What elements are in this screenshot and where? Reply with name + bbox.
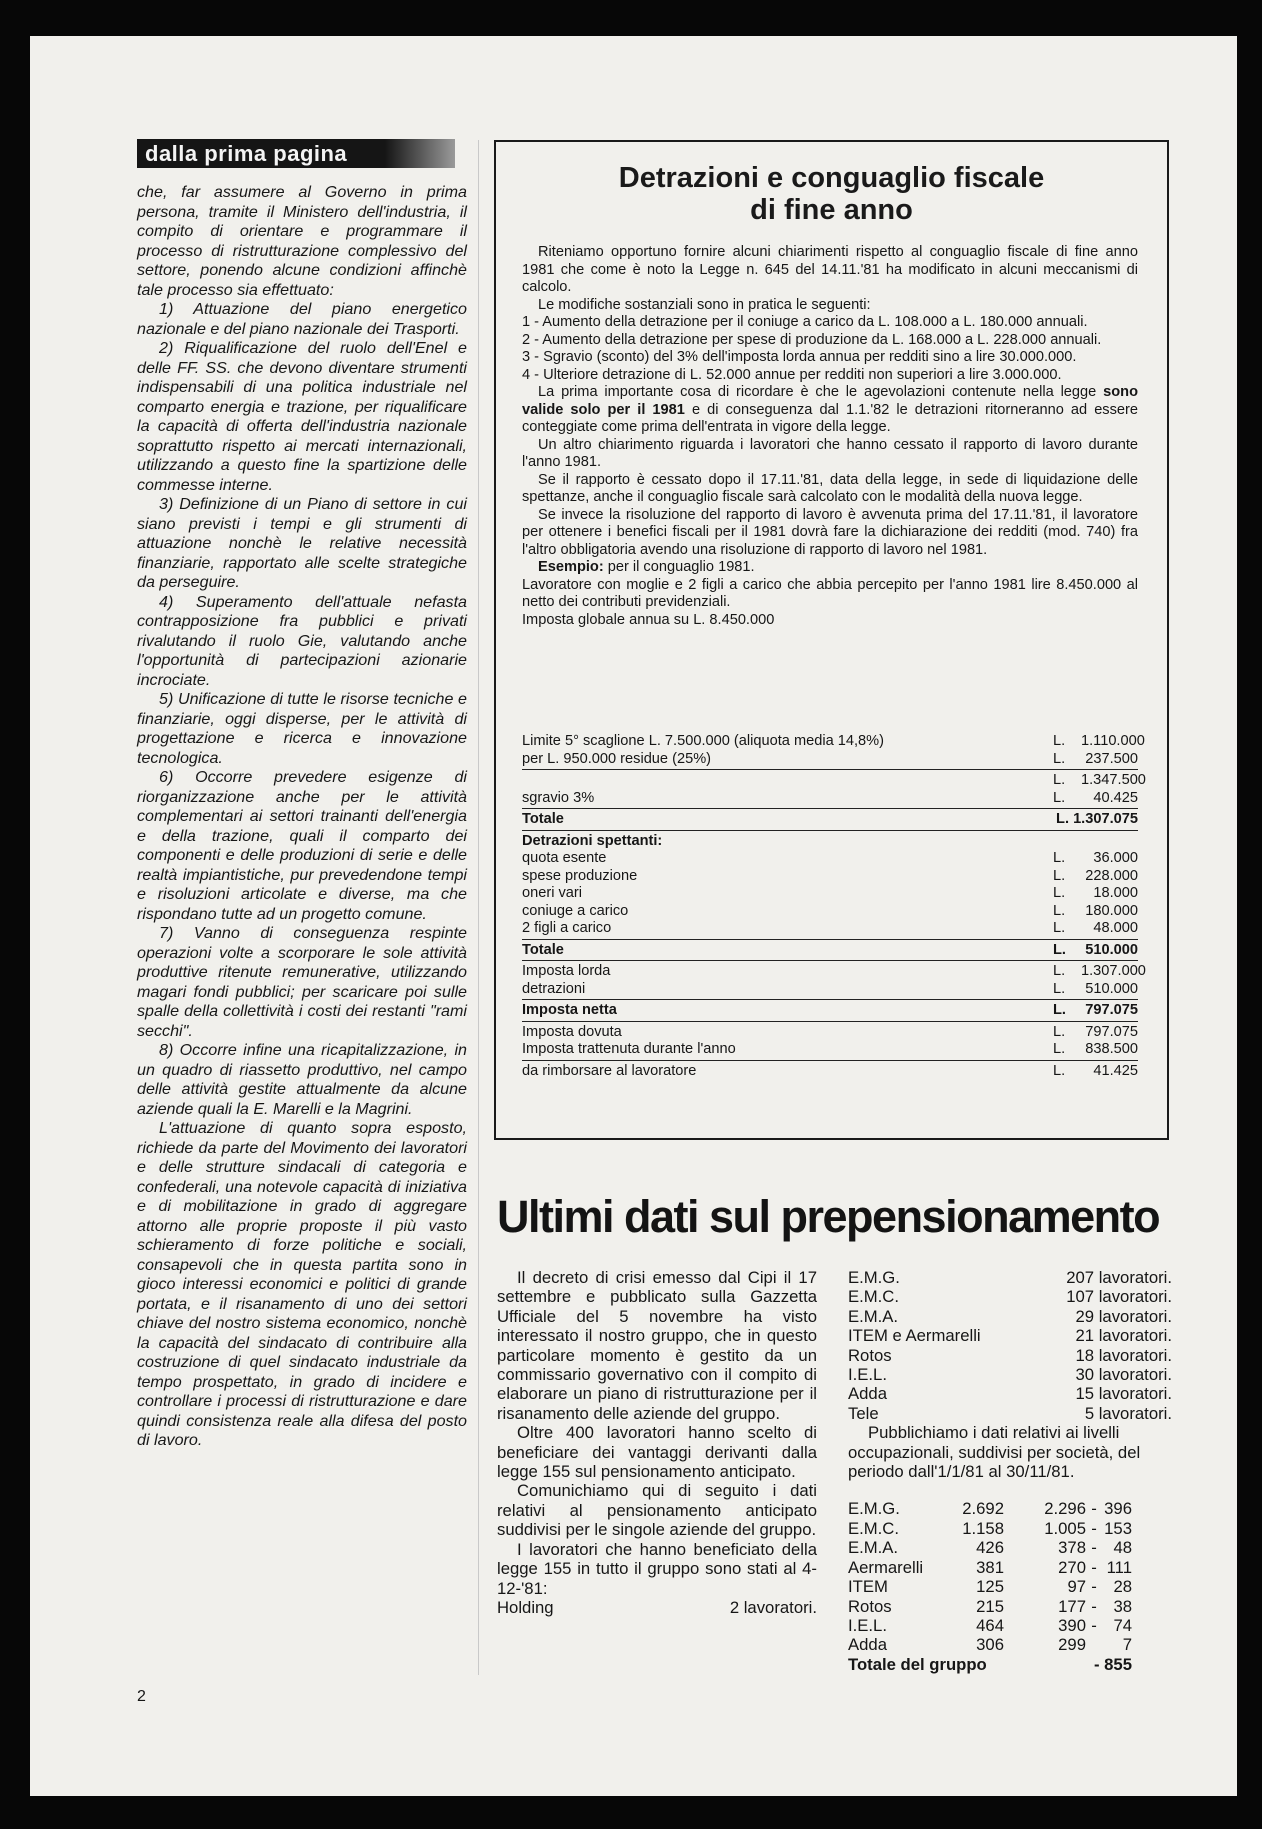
table-cell: E.M.G. (848, 1499, 900, 1519)
table-cell: 1.005 (1044, 1518, 1086, 1538)
table-cell: 390 (1058, 1615, 1086, 1635)
row-label: Imposta lorda (522, 963, 611, 979)
calc-row (522, 751, 1138, 769)
rule (522, 808, 1138, 809)
item-value: 207 lavoratori. (1066, 1268, 1172, 1287)
calc-row (522, 963, 1146, 981)
row-label: sgravio 3% (522, 789, 595, 806)
rule (522, 939, 1138, 940)
table-row (848, 1499, 1172, 1518)
table-row (848, 1597, 1172, 1616)
table-cell: 426 (976, 1538, 1004, 1558)
table-cell: - (1091, 1499, 1097, 1519)
row-value: 41.425 (1093, 1062, 1138, 1079)
text-run: per il conguaglio 1981. (603, 559, 755, 575)
table-cell: Totale del gruppo (848, 1654, 987, 1674)
section-banner (137, 139, 455, 168)
banner-label: dalla prima pagina (145, 141, 348, 166)
paragraph: 6) Occorre prevedere esigenze di riorganizzazione anche per le attività complementari ai settori trainanti dell'energia e della trazione, quali il comparto dei componenti e delle produzioni di serie e delle realtà impiantistiche, pur prevedendone tempi e risoluzioni articolate e diverse, ma che rispondano tutte ad un progetto comune. (137, 768, 467, 923)
currency: L. (1053, 733, 1066, 749)
item-label: I.E.L. (848, 1365, 887, 1385)
table-cell: 378 (1058, 1538, 1086, 1558)
paragraph: Se invece la risoluzione del rapporto di lavoro è avvenuta prima del 17.11.'81, il lavoratore per ottenere i benefici fiscali per il 1981 dovrà fare la dichiarazione dei redditi (mod. 740) fra l'altro obbligatoria avendo una risoluzione di rapporto di lavoro nel 1981. (522, 506, 1138, 558)
table-total-row (848, 1655, 1172, 1674)
item-label: ITEM e Aermarelli (848, 1326, 981, 1346)
emphasis: Esempio: (538, 559, 604, 575)
table-cell: 97 (1067, 1577, 1086, 1597)
paragraph (522, 384, 1138, 437)
calc-row (522, 1024, 1138, 1042)
item-label: E.M.A. (848, 1306, 899, 1326)
calc-row (522, 885, 1138, 903)
paragraph: 7) Vanno di conseguenza respinte operazioni volte a scorporare le sole attività produttive ritenute remunerative, utilizzando magari fondi pubblici; per scaricare poi sulle spalle della collettività i costi dei restanti "rami secchi". (137, 924, 467, 1040)
list-item (848, 1307, 1172, 1326)
text-run: e di conseguenza dal 1.1.'82 le detrazioni ritorneranno ad essere conteggiate come prima dell'entrata in vigore della legge. (522, 401, 1138, 435)
table-cell: 74 (1113, 1615, 1132, 1635)
rule (522, 830, 1138, 831)
list-item (497, 1598, 817, 1617)
list-item (848, 1384, 1172, 1403)
emphasis: sono valide solo per il 1981 (522, 384, 1138, 418)
paragraph: I lavoratori che hanno beneficiato della legge 155 in tutto il gruppo sono stati al 4-12-'81: (497, 1539, 817, 1598)
calc-row (522, 981, 1138, 999)
currency: L. (1053, 885, 1066, 901)
table-cell: Rotos (848, 1596, 892, 1616)
table-row (848, 1519, 1172, 1538)
rule (522, 1060, 1138, 1061)
item-value: 21 lavoratori. (1075, 1326, 1172, 1346)
paragraph: 8) Occorre infine una ricapitalizzazione, in un quadro di riassetto produttivo, nel campo delle attività gestite attualmente da alcune aziende quali la E. Marelli e la Magrini. (137, 1041, 467, 1118)
paragraph: 5) Unificazione di tutte le risorse tecniche e finanziarie, oggi disperse, per le attività di progettazione e ricerca e innovazione tecnologica. (137, 690, 467, 767)
paragraph: 1) Attuazione del piano energetico nazionale e del piano nazionale dei Trasporti. (137, 300, 467, 338)
paragraph: Oltre 400 lavoratori hanno scelto di beneficiare dei vantaggi derivanti dalla legge 155 sul pensionamento anticipato. (497, 1423, 817, 1482)
calc-row (522, 868, 1138, 886)
table-cell: - (1091, 1538, 1097, 1558)
paragraph: Se il rapporto è cessato dopo il 17.11.'81, data della legge, in sede di liquidazione delle spettanze, anche il conguaglio fiscale sarà calcolato con le modalità della nuova legge. (522, 471, 1138, 505)
calc-row (522, 850, 1138, 868)
paragraph: Riteniamo opportuno fornire alcuni chiarimenti rispetto al conguaglio fiscale di fine anno 1981 che come è noto la Legge n. 645 del 14.11.'81 ha modificato in alcuni meccanismi di calcolo. (522, 244, 1138, 295)
table-cell: Aermarelli (848, 1557, 924, 1577)
calc-row (522, 920, 1138, 938)
table-cell (1086, 1635, 1102, 1654)
row-value: 797.075 (1085, 1023, 1138, 1040)
row-label: 2 figli a carico (522, 920, 612, 936)
currency: L. (1053, 941, 1066, 958)
paragraph: che, far assumere al Governo in prima persona, tramite il Ministero dell'industria, il compito di orientare e programmare il processo di ristrutturazione complessivo del settore, ponendo alcune condizioni affinchè tale processo sia effettuato: (137, 183, 467, 299)
list-item: 1 - Aumento della detrazione per il coniuge a carico da L. 108.000 a L. 180.000 annuali. (522, 314, 1088, 330)
title-line: di fine anno (750, 194, 913, 226)
list-item: 4 - Ulteriore detrazione di L. 52.000 annue per redditi non superiori a lire 3.000.000. (522, 366, 1062, 383)
table-cell: - (1091, 1557, 1097, 1577)
row-label: da rimborsare al lavoratore (522, 1062, 697, 1079)
text-run: La prima importante cosa di ricordare è che le agevolazioni contenute nella legge (538, 384, 1104, 400)
list-item: 2 - Aumento della detrazione per spese di produzione da L. 168.000 a L. 228.000 annuali. (522, 331, 1102, 348)
item-label: E.M.G. (848, 1268, 900, 1287)
paragraph: Le modifiche sostanziali sono in pratica le seguenti: (538, 296, 871, 313)
calc-row-total (522, 1002, 1138, 1020)
calc-row (522, 1041, 1138, 1059)
row-value: 510.000 (1085, 980, 1138, 997)
item-value: 15 lavoratori. (1075, 1384, 1172, 1404)
table-cell: 125 (976, 1577, 1004, 1597)
paragraph: Comunichiamo qui di seguito i dati relativi al pensionamento anticipato suddivisi per le singole aziende del gruppo. (497, 1481, 817, 1540)
row-value: 40.425 (1093, 789, 1138, 806)
list-item (848, 1326, 1172, 1345)
row-value: 228.000 (1085, 867, 1138, 884)
table-cell: 153 (1104, 1518, 1132, 1538)
table-row (848, 1538, 1172, 1557)
currency: L. (1053, 850, 1066, 866)
calc-row (522, 1063, 1138, 1081)
column-divider (478, 140, 479, 1675)
currency: L. (1053, 920, 1066, 936)
row-value: 1.307.000 (1081, 963, 1146, 979)
currency: L. (1053, 1023, 1066, 1040)
table-cell: 111 (1106, 1557, 1132, 1577)
row-value: L. 1.307.075 (1056, 811, 1138, 827)
row-label: Imposta netta (522, 1002, 617, 1018)
item-value: 5 lavoratori. (1084, 1403, 1172, 1423)
paragraph: Il decreto di crisi emesso dal Cipi il 17 settembre e pubblicato sulla Gazzetta Ufficiale del 5 novembre ha visto interessato il nostro gruppo, che in questo particolare momento è gestito da un commissario governativo con il compito di elaborare un piano di ristrutturazione per il risanamento delle aziende del gruppo. (497, 1268, 817, 1423)
title-line: Detrazioni e conguaglio fiscale (618, 162, 1045, 194)
currency: L. (1053, 963, 1066, 979)
item-label: E.M.C. (848, 1287, 899, 1307)
table-cell: 2.692 (962, 1499, 1004, 1519)
row-value: 48.000 (1093, 920, 1138, 936)
headline: Ultimi dati sul prepensionamento (497, 1191, 1160, 1242)
paragraph: Pubblichiamo i dati relativi ai livelli occupazionali, suddivisi per società, del periodo dall'1/1/81 al 30/11/81. (848, 1423, 1141, 1482)
row-label: Detrazioni spettanti: (522, 832, 663, 849)
calc-row (522, 833, 1138, 851)
table-cell: - (1091, 1615, 1097, 1635)
calc-row (522, 903, 1138, 921)
table-cell: 38 (1113, 1596, 1132, 1616)
calc-row (522, 790, 1138, 808)
row-label: Totale (522, 811, 564, 827)
row-value: 838.500 (1085, 1041, 1138, 1057)
list-item (848, 1287, 1172, 1306)
currency: L. (1053, 867, 1066, 884)
paragraph (522, 559, 1138, 577)
table-row (848, 1635, 1172, 1654)
row-label: Totale (522, 941, 564, 958)
table-cell: 215 (976, 1596, 1004, 1616)
row-label: coniuge a carico (522, 902, 629, 919)
currency: L. (1053, 1041, 1066, 1057)
page-number: 2 (137, 1688, 146, 1705)
item-value: 18 lavoratori. (1075, 1345, 1172, 1365)
table-cell: - (1091, 1518, 1097, 1538)
table-cell: E.M.C. (848, 1518, 899, 1538)
table-cell: - (1091, 1577, 1097, 1597)
table-cell: 381 (976, 1557, 1004, 1577)
table-cell: 1.158 (962, 1518, 1004, 1538)
article-body (497, 1268, 817, 1617)
row-label: spese produzione (522, 867, 638, 884)
row-label: Imposta trattenuta durante l'anno (522, 1041, 736, 1057)
table-cell: 177 (1058, 1596, 1086, 1616)
row-label: per L. 950.000 residue (25%) (522, 750, 712, 767)
table-cell: 270 (1058, 1557, 1086, 1577)
table-cell: 396 (1104, 1499, 1132, 1519)
table-cell: 299 (1058, 1635, 1086, 1655)
currency: L. (1053, 789, 1066, 806)
article-body-right (848, 1268, 1172, 1674)
item-label: Tele (848, 1403, 879, 1423)
row-value: 180.000 (1085, 902, 1138, 919)
item-value: 2 lavoratori. (729, 1597, 817, 1617)
table-cell: I.E.L. (848, 1615, 887, 1635)
currency: L. (1053, 1062, 1066, 1079)
item-label: Adda (848, 1384, 887, 1404)
left-column-text (137, 183, 467, 1451)
table-row (848, 1558, 1172, 1577)
row-label (522, 772, 1053, 790)
row-value: 797.075 (1085, 1002, 1138, 1018)
row-value: 18.000 (1093, 885, 1138, 901)
article-body (522, 244, 1138, 629)
paragraph: Un altro chiarimento riguarda i lavoratori che hanno cessato il rapporto di lavoro durante l'anno 1981. (522, 436, 1138, 470)
calculation-table (522, 733, 1146, 1080)
table-row (848, 1616, 1172, 1635)
row-label: Limite 5° scaglione L. 7.500.000 (aliquota media 14,8%) (522, 733, 884, 749)
item-label: Holding (497, 1597, 554, 1617)
row-label: oneri vari (522, 885, 583, 901)
currency: L. (1053, 980, 1066, 997)
paragraph: 4) Superamento dell'attuale nefasta contrapposizione fra pubblici e privati rivalutando il ruolo Gie, valutando anche l'opportunità di partecipazioni azionarie incrociate. (137, 592, 467, 689)
row-value: 1.110.000 (1081, 733, 1145, 749)
table-cell: - (1091, 1596, 1097, 1616)
currency: L. (1053, 1002, 1066, 1018)
table-cell: 464 (976, 1615, 1004, 1635)
list-item (848, 1268, 1172, 1287)
table-cell: E.M.A. (848, 1538, 899, 1558)
row-label: Imposta dovuta (522, 1023, 622, 1040)
row-value: 36.000 (1093, 850, 1138, 866)
paragraph: 3) Definizione di un Piano di settore in cui siano previsti i tempi e gli strumenti di attuazione nonchè le relative necessità finanziarie, rapportato alle scelte strategiche da perseguire. (137, 495, 467, 591)
row-value: 510.000 (1085, 941, 1138, 958)
table-cell: - 855 (1093, 1654, 1132, 1674)
row-value: 1.347.500 (1081, 772, 1146, 788)
rule (522, 999, 1138, 1000)
calc-row (522, 772, 1146, 790)
item-value: 30 lavoratori. (1075, 1365, 1172, 1385)
calc-row-total (522, 942, 1138, 960)
item-value: 29 lavoratori. (1075, 1306, 1172, 1326)
list-item: 3 - Sgravio (sconto) del 3% dell'imposta lorda annua per redditi sino a lire 30.000.000. (522, 349, 1077, 365)
table-cell: 28 (1113, 1577, 1132, 1597)
calc-row-total (522, 811, 1138, 829)
row-label: detrazioni (522, 980, 586, 997)
item-value: 107 lavoratori. (1066, 1287, 1172, 1307)
row-value: 237.500 (1085, 750, 1138, 767)
row-label: quota esente (522, 850, 607, 866)
currency: L. (1053, 902, 1066, 919)
article-title (494, 162, 1169, 226)
item-label: Rotos (848, 1345, 892, 1365)
rule (522, 960, 1138, 961)
currency: L. (1053, 750, 1066, 767)
paragraph: Imposta globale annua su L. 8.450.000 (522, 611, 775, 628)
table-cell: 7 (1122, 1635, 1132, 1655)
paragraph: 2) Riqualificazione del ruolo dell'Enel e delle FF. SS. che devono diventare strumenti indispensabili di una politica industriale nel comparto energia e trazione, per riqualificare la capacità di offerta dell'industria nazionale soprattutto rispetto ai mercati internazionali, utilizzando a questo fine la spartizione delle commesse interne. (137, 339, 467, 494)
table-cell: 2.296 (1044, 1499, 1086, 1519)
rule (522, 769, 1138, 770)
paragraph: L'attuazione di quanto sopra esposto, richiede da parte del Movimento dei lavoratori e delle strutture sindacali di categoria e confederali, una notevole capacità di iniziativa e di mobilitazione in grado di aggregare attorno alle proprie proposte il più vasto schieramento di forze politiche e sociali, consapevoli che in questa partita sono in gioco interessi economici e politici di grande portata, e il risanamento di uno dei settori chiave del nostro sistema economico, nonchè la capacità del sindacato di contribuire alla costruzione di quel sindacato industriale da tempo prospettato, in grado di incidere e controllare i processi di ristrutturazione e dare quindi consistenza reale alla difesa del posto di lavoro. (137, 1119, 467, 1449)
table-cell: 306 (976, 1635, 1004, 1655)
table-cell: ITEM (848, 1577, 888, 1597)
table-cell: 48 (1113, 1538, 1132, 1558)
list-item (848, 1365, 1172, 1384)
calc-row (522, 733, 1145, 751)
list-item (848, 1404, 1172, 1423)
currency: L. (1053, 772, 1066, 788)
table-cell: Adda (848, 1635, 887, 1655)
table-row (848, 1577, 1172, 1596)
rule (522, 1021, 1138, 1022)
list-item (848, 1346, 1172, 1365)
paragraph: Lavoratore con moglie e 2 figli a carico che abbia percepito per l'anno 1981 lire 8.450.000 al netto dei contributi previdenziali. (522, 576, 1138, 610)
